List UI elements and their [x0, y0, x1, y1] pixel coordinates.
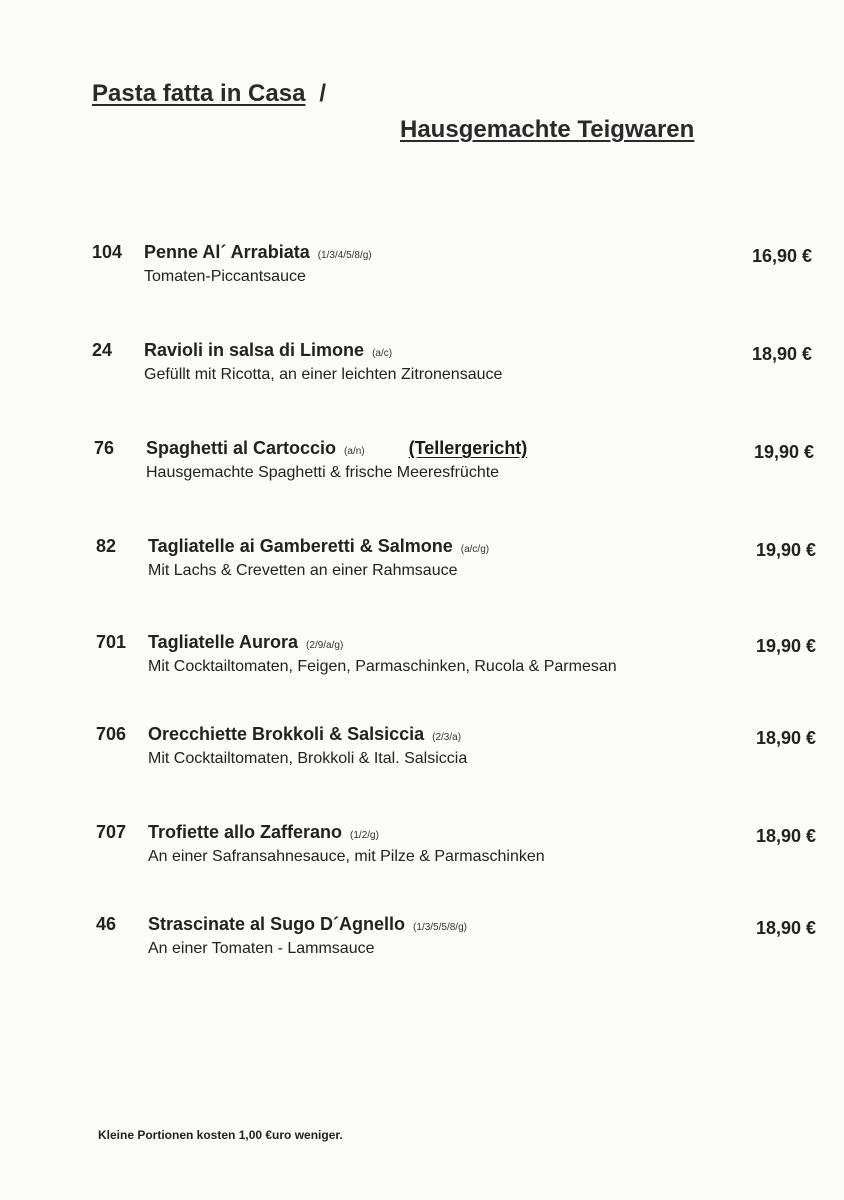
item-price: 18,90 € [755, 826, 816, 846]
item-name-line [148, 822, 379, 843]
item-allergens: (a/n) [344, 446, 365, 457]
item-price: 18,90 € [755, 728, 816, 748]
menu-item [96, 822, 816, 882]
item-description: Hausgemachte Spaghetti & frische Meeresfrüchte [146, 464, 500, 481]
item-name: Ravioli in salsa di Limone [144, 340, 365, 360]
item-number: 701 [96, 632, 127, 652]
item-note: (Tellergericht) [408, 438, 528, 458]
item-number: 104 [92, 242, 123, 262]
item-price: 19,90 € [755, 540, 816, 560]
item-description: Gefüllt mit Ricotta, an einer leichten Zitronensauce [144, 366, 503, 383]
item-name-line [148, 724, 461, 745]
item-price: 18,90 € [755, 918, 816, 938]
item-name: Tagliatelle Aurora [148, 632, 299, 652]
menu-item [96, 632, 816, 692]
item-description: An einer Tomaten - Lammsauce [148, 940, 375, 957]
menu-item [94, 438, 814, 498]
item-allergens: (2/3/a) [432, 732, 462, 743]
item-name: Trofiette allo Zafferano [148, 822, 343, 842]
item-allergens: (1/3/5/5/8/g) [413, 922, 467, 933]
item-allergens: (1/3/4/5/8/g) [317, 250, 372, 261]
item-number: 706 [96, 724, 127, 744]
item-number: 707 [96, 822, 127, 842]
menu-item [96, 536, 816, 596]
item-name: Spaghetti al Cartoccio [146, 438, 337, 458]
portion-note: Kleine Portionen kosten 1,00 €uro weniger. [98, 1128, 343, 1142]
section-title-german: Hausgemachte Teigwaren [400, 116, 695, 143]
item-name: Tagliatelle ai Gamberetti & Salmone [148, 536, 453, 556]
menu-item [92, 340, 812, 400]
item-allergens: (a/c) [372, 348, 393, 359]
menu-item [96, 724, 816, 784]
title-italian-text: Pasta fatta in Casa [92, 80, 306, 107]
item-allergens: (a/c/g) [460, 544, 490, 555]
item-price: 18,90 € [751, 344, 812, 364]
item-price: 19,90 € [755, 636, 816, 656]
item-name: Orecchiette Brokkoli & Salsiccia [148, 724, 425, 744]
item-name-line [146, 438, 527, 459]
item-price: 16,90 € [751, 246, 812, 266]
title-separator: / [319, 80, 327, 107]
item-name-line [144, 340, 392, 361]
item-description: Tomaten-Piccantsauce [144, 268, 306, 285]
item-name-line [144, 242, 372, 263]
section-title-italian [92, 80, 326, 108]
menu-item [96, 914, 816, 974]
item-number: 46 [96, 914, 117, 934]
item-name-line [148, 536, 489, 557]
item-name-line [148, 632, 343, 653]
item-number: 76 [94, 438, 115, 458]
item-description: Mit Lachs & Crevetten an einer Rahmsauce [148, 562, 458, 579]
item-name-line [148, 914, 467, 935]
item-number: 24 [92, 340, 113, 360]
item-description: Mit Cocktailtomaten, Brokkoli & Ital. Salsiccia [148, 750, 468, 767]
item-price: 19,90 € [753, 442, 814, 462]
item-allergens: (1/2/g) [350, 830, 379, 841]
item-allergens: (2/9/a/g) [306, 640, 344, 651]
item-number: 82 [96, 536, 117, 556]
menu-item [92, 242, 812, 302]
item-description: Mit Cocktailtomaten, Feigen, Parmaschinken, Rucola & Parmesan [148, 658, 617, 675]
item-name: Strascinate al Sugo D´Agnello [148, 914, 406, 934]
item-name: Penne Al´ Arrabiata [144, 242, 310, 262]
item-description: An einer Safransahnesauce, mit Pilze & Parmaschinken [148, 848, 545, 865]
